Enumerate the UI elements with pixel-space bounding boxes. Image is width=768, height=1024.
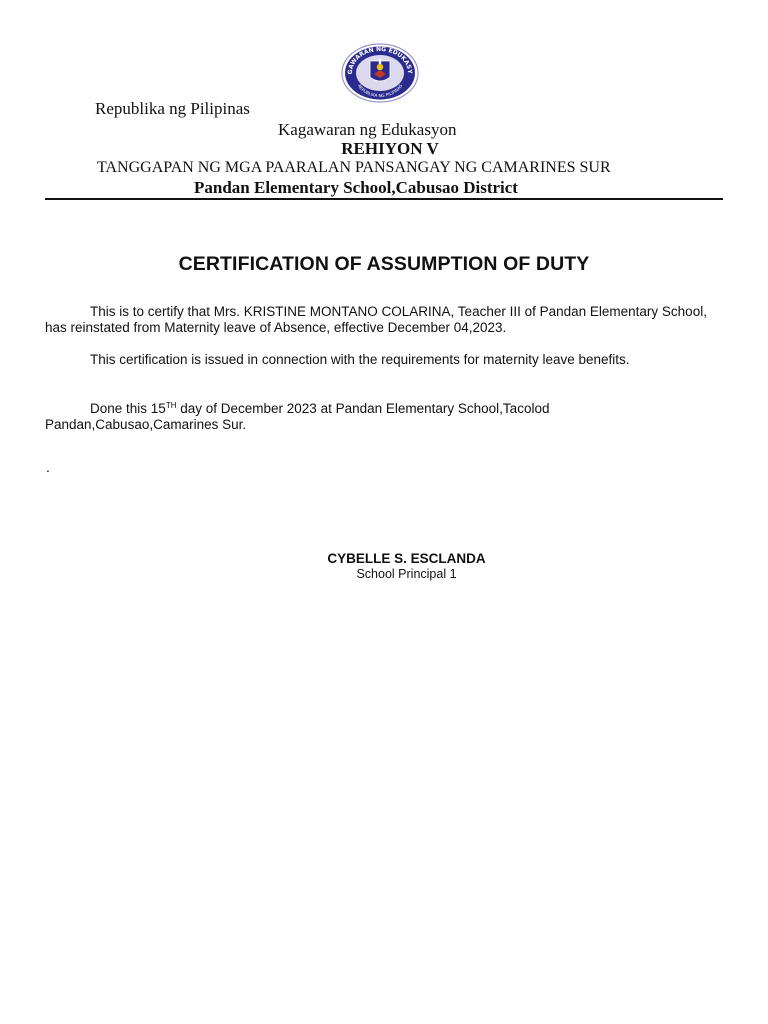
signatory-name: CYBELLE S. ESCLANDA xyxy=(327,551,486,566)
paragraph-certify-text: This is to certify that Mrs. KRISTINE MONTANO COLARINA, Teacher III of Pandan Elementary School, has reinstated from Maternity leave of Absence, effective December 04,2023. xyxy=(45,304,707,335)
rehiyon-heading: REHIYON V xyxy=(341,139,439,158)
paragraph-certify xyxy=(45,304,725,336)
school-heading: Pandan Elementary School,Cabusao District xyxy=(194,178,518,197)
seal-text-top: GAWARAN NG EDUKASY xyxy=(346,45,414,75)
seal-text-bottom: REPUBLIKA NG PILIPINAS xyxy=(356,83,404,99)
stray-period: . xyxy=(46,459,50,475)
paragraph-purpose xyxy=(45,352,725,368)
seal-logo xyxy=(340,43,420,103)
paragraph-done-after: day of December 2023 at Pandan Elementary School,Tacolod Pandan,Cabusao,Camarines Sur. xyxy=(45,401,550,432)
header-divider xyxy=(45,198,723,200)
deped-seal xyxy=(340,43,420,103)
kagawaran-heading: Kagawaran ng Edukasyon xyxy=(278,120,457,139)
ordinal-superscript: TH xyxy=(165,401,177,410)
paragraph-done-before: Done this 15 xyxy=(90,401,166,416)
tanggapan-heading: TANGGAPAN NG MGA PAARALAN PANSANGAY NG CAMARINES SUR xyxy=(97,159,611,176)
document-title: CERTIFICATION OF ASSUMPTION OF DUTY xyxy=(178,253,590,275)
signatory-position: School Principal 1 xyxy=(356,567,457,581)
paragraph-done xyxy=(45,401,725,433)
paragraph-purpose-text: This certification is issued in connection with the requirements for maternity leave benefits. xyxy=(90,352,630,367)
republika-heading: Republika ng Pilipinas xyxy=(95,99,250,118)
